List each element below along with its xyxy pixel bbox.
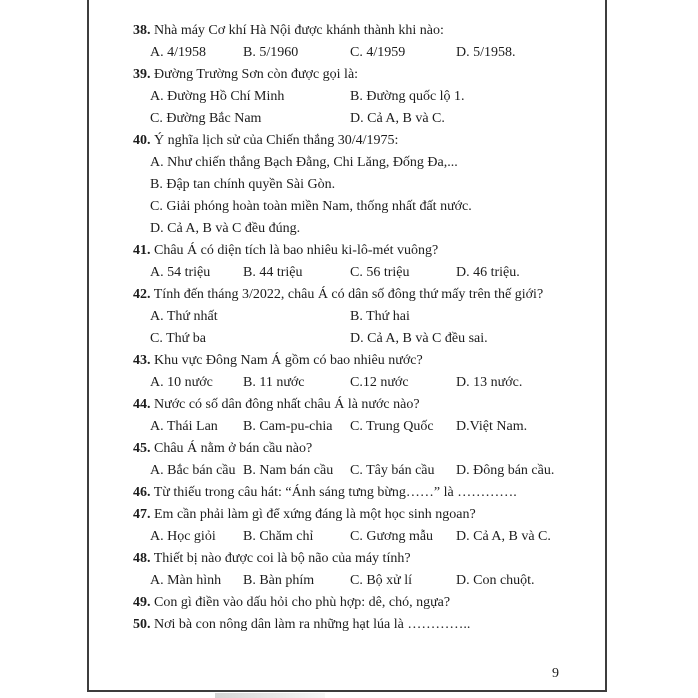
question-number: 47. xyxy=(133,507,151,522)
option-row xyxy=(133,570,598,592)
question-text: Châu Á có diện tích là bao nhiêu ki-lô-mét vuông? xyxy=(150,243,439,258)
question-text: Em cần phải làm gì để xứng đáng là một học sinh ngoan? xyxy=(150,507,476,522)
question-text: Khu vực Đông Nam Á gồm có bao nhiêu nước? xyxy=(150,353,423,368)
option-row xyxy=(133,372,598,394)
option: D.Việt Nam. xyxy=(456,419,528,434)
option: C. Đường Bắc Nam xyxy=(150,111,262,126)
question-text: Thiết bị nào được coi là bộ não của máy tính? xyxy=(150,551,411,566)
option: A. 10 nước xyxy=(150,375,213,390)
option: C. 56 triệu xyxy=(350,265,410,280)
option-row xyxy=(133,86,598,108)
question-number: 40. xyxy=(133,133,151,148)
question-number: 46. xyxy=(133,485,151,500)
question-text: Đường Trường Sơn còn được gọi là: xyxy=(150,67,359,82)
question-number: 50. xyxy=(133,617,151,632)
question-line xyxy=(133,438,598,460)
page-number: 9 xyxy=(552,666,559,681)
question-line xyxy=(133,592,598,614)
question-number: 44. xyxy=(133,397,151,412)
option: D. Cả A, B và C. xyxy=(350,111,445,126)
option: A. Như chiến thắng Bạch Đằng, Chi Lăng, Đống Đa,... xyxy=(150,155,458,170)
option: C. Giải phóng hoàn toàn miền Nam, thống nhất đất nước. xyxy=(150,199,472,214)
option: D. Con chuột. xyxy=(456,573,535,588)
option-row xyxy=(133,262,598,284)
option-row xyxy=(133,526,598,548)
question-line xyxy=(133,240,598,262)
option: C. Trung Quốc xyxy=(350,419,434,434)
option: C. Thứ ba xyxy=(150,331,206,346)
option: D. 5/1958. xyxy=(456,45,516,60)
option-row xyxy=(133,306,598,328)
option: C. Bộ xử lí xyxy=(350,573,413,588)
option: B. Chăm chỉ xyxy=(243,529,314,544)
question-text: Tính đến tháng 3/2022, châu Á có dân số đông thứ mấy trên thế giới? xyxy=(150,287,544,302)
option: A. Đường Hồ Chí Minh xyxy=(150,89,285,104)
option: A. 4/1958 xyxy=(150,45,206,60)
question-text: Từ thiếu trong câu hát: “Ánh sáng tưng bừng……” là …………. xyxy=(150,485,517,500)
quiz-content xyxy=(133,20,598,636)
option-row xyxy=(133,108,598,130)
option: A. Màn hình xyxy=(150,573,222,588)
option: B. Nam bán cầu xyxy=(243,463,334,478)
question-text: Con gì điền vào dấu hỏi cho phù hợp: dê, chó, ngựa? xyxy=(150,595,451,610)
option: D. Cả A, B và C đều đúng. xyxy=(150,221,301,236)
question-text: Nước có số dân đông nhất châu Á là nước nào? xyxy=(150,397,420,412)
option: C.12 nước xyxy=(350,375,409,390)
question-line xyxy=(133,350,598,372)
page-edge-shadow xyxy=(215,693,325,698)
question-line xyxy=(133,504,598,526)
question-line xyxy=(133,548,598,570)
question-text: Châu Á nằm ở bán cầu nào? xyxy=(150,441,313,456)
option: A. Bắc bán cầu xyxy=(150,463,236,478)
option: B. Đường quốc lộ 1. xyxy=(350,89,465,104)
question-number: 45. xyxy=(133,441,151,456)
question-text: Ý nghĩa lịch sử của Chiến thắng 30/4/1975: xyxy=(150,133,399,148)
option-row xyxy=(133,196,598,218)
option: C. Tây bán cầu xyxy=(350,463,435,478)
question-list xyxy=(133,20,598,636)
option: B. Cam-pu-chia xyxy=(243,419,333,434)
question-text: Nhà máy Cơ khí Hà Nội được khánh thành khi nào: xyxy=(150,23,444,38)
option: B. Thứ hai xyxy=(350,309,410,324)
option: A. Học giỏi xyxy=(150,529,216,544)
question-line xyxy=(133,284,598,306)
question-line xyxy=(133,20,598,42)
option: D. 46 triệu. xyxy=(456,265,520,280)
question-text: Nơi bà con nông dân làm ra những hạt lúa là ………….. xyxy=(150,617,471,632)
option: B. 5/1960 xyxy=(243,45,299,60)
question-line xyxy=(133,394,598,416)
option: D. Cả A, B và C. xyxy=(456,529,551,544)
option-row xyxy=(133,174,598,196)
option: B. Đập tan chính quyền Sài Gòn. xyxy=(150,177,336,192)
question-number: 41. xyxy=(133,243,151,258)
option: A. Thái Lan xyxy=(150,419,218,434)
option: D. Đông bán cầu. xyxy=(456,463,555,478)
option: D. 13 nước. xyxy=(456,375,523,390)
option: A. Thứ nhất xyxy=(150,309,218,324)
question-number: 49. xyxy=(133,595,151,610)
option-row xyxy=(133,460,598,482)
question-number: 38. xyxy=(133,23,151,38)
option-row xyxy=(133,328,598,350)
question-line xyxy=(133,482,598,504)
question-line xyxy=(133,614,598,636)
question-line xyxy=(133,130,598,152)
question-line xyxy=(133,64,598,86)
option: C. 4/1959 xyxy=(350,45,406,60)
option: B. Bàn phím xyxy=(243,573,315,588)
question-number: 48. xyxy=(133,551,151,566)
question-number: 42. xyxy=(133,287,151,302)
question-number: 39. xyxy=(133,67,151,82)
option-row xyxy=(133,416,598,438)
option: B. 44 triệu xyxy=(243,265,303,280)
question-number: 43. xyxy=(133,353,151,368)
option: B. 11 nước xyxy=(243,375,305,390)
option-row xyxy=(133,152,598,174)
option: D. Cả A, B và C đều sai. xyxy=(350,331,488,346)
option: C. Gương mẫu xyxy=(350,529,434,544)
option-row xyxy=(133,218,598,240)
option-row xyxy=(133,42,598,64)
option: A. 54 triệu xyxy=(150,265,211,280)
